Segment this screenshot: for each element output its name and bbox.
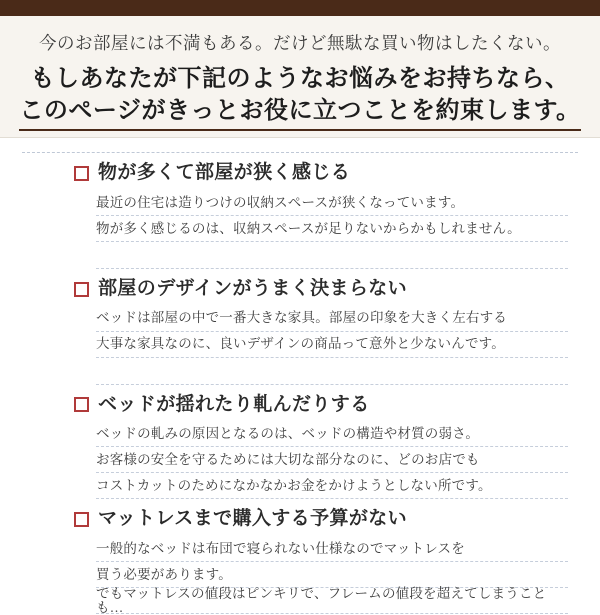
problem-heading-3 [22, 394, 578, 422]
problem-text-3 [22, 421, 578, 499]
problem-title-1: 物が多くて部屋が狭く感じる [98, 162, 351, 183]
checkbox-icon [74, 282, 89, 297]
problem-text-line: ベッドは部屋の中で一番大きな家具。部屋の印象を大きく左右する [96, 306, 568, 332]
problem-text-2 [22, 306, 578, 385]
spacer-rule [96, 242, 568, 269]
spacer-rule [96, 358, 568, 385]
problem-text-4 [22, 536, 578, 614]
checkbox-icon [74, 512, 89, 527]
problem-heading-4 [22, 508, 578, 536]
problem-text-line: でもマットレスの値段はピンキリで、フレームの値段を超えてしまうことも… [96, 588, 568, 614]
problem-heading-2 [22, 278, 578, 306]
page-header [0, 16, 600, 138]
problem-heading-1 [22, 162, 578, 190]
problem-block-3 [22, 385, 578, 500]
checkbox-icon [74, 166, 89, 181]
problem-text-line: 物が多く感じるのは、収納スペースが足りないからかもしれません。 [96, 216, 568, 242]
top-accent-bar [0, 0, 600, 16]
problem-text-line: 一般的なベッドは布団で寝られない仕様なのでマットレスを [96, 536, 568, 562]
problem-list [0, 138, 600, 615]
problem-title-3: ベッドが揺れたり軋んだりする [98, 393, 370, 415]
checkbox-icon [74, 397, 89, 412]
problem-text-line: コストカットのためになかなかお金をかけようとしない所です。 [96, 473, 568, 499]
problem-block-4 [22, 499, 578, 614]
problem-text-line: 買う必要があります。 [96, 562, 568, 588]
page-title-line1: もしあなたが下記のようなお悩みをお持ちなら、 [30, 65, 570, 92]
header-lead-text: 今のお部屋には不満もある。だけど無駄な買い物はしたくない。 [39, 33, 561, 53]
problem-block-2 [22, 269, 578, 385]
problem-title-4: マットレスまで購入する予算がない [98, 508, 408, 530]
problem-text-1 [22, 190, 578, 269]
problem-text-line: 大事な家具なのに、良いデザインの商品って意外と少ないんです。 [96, 332, 568, 358]
problem-text-line: ベッドの軋みの原因となるのは、ベッドの構造や材質の弱さ。 [96, 421, 568, 447]
problem-block-1 [22, 153, 578, 269]
problem-text-line: お客様の安全を守るためには大切な部分なのに、どのお店でも [96, 447, 568, 473]
problem-title-2: 部屋のデザインがうまく決まらない [98, 277, 408, 299]
page-title-line2: このページがきっとお役に立つことを約束します。 [19, 96, 580, 131]
page-title [0, 55, 600, 131]
problem-text-line: 最近の住宅は造りつけの収納スペースが狭くなっています。 [96, 190, 568, 216]
